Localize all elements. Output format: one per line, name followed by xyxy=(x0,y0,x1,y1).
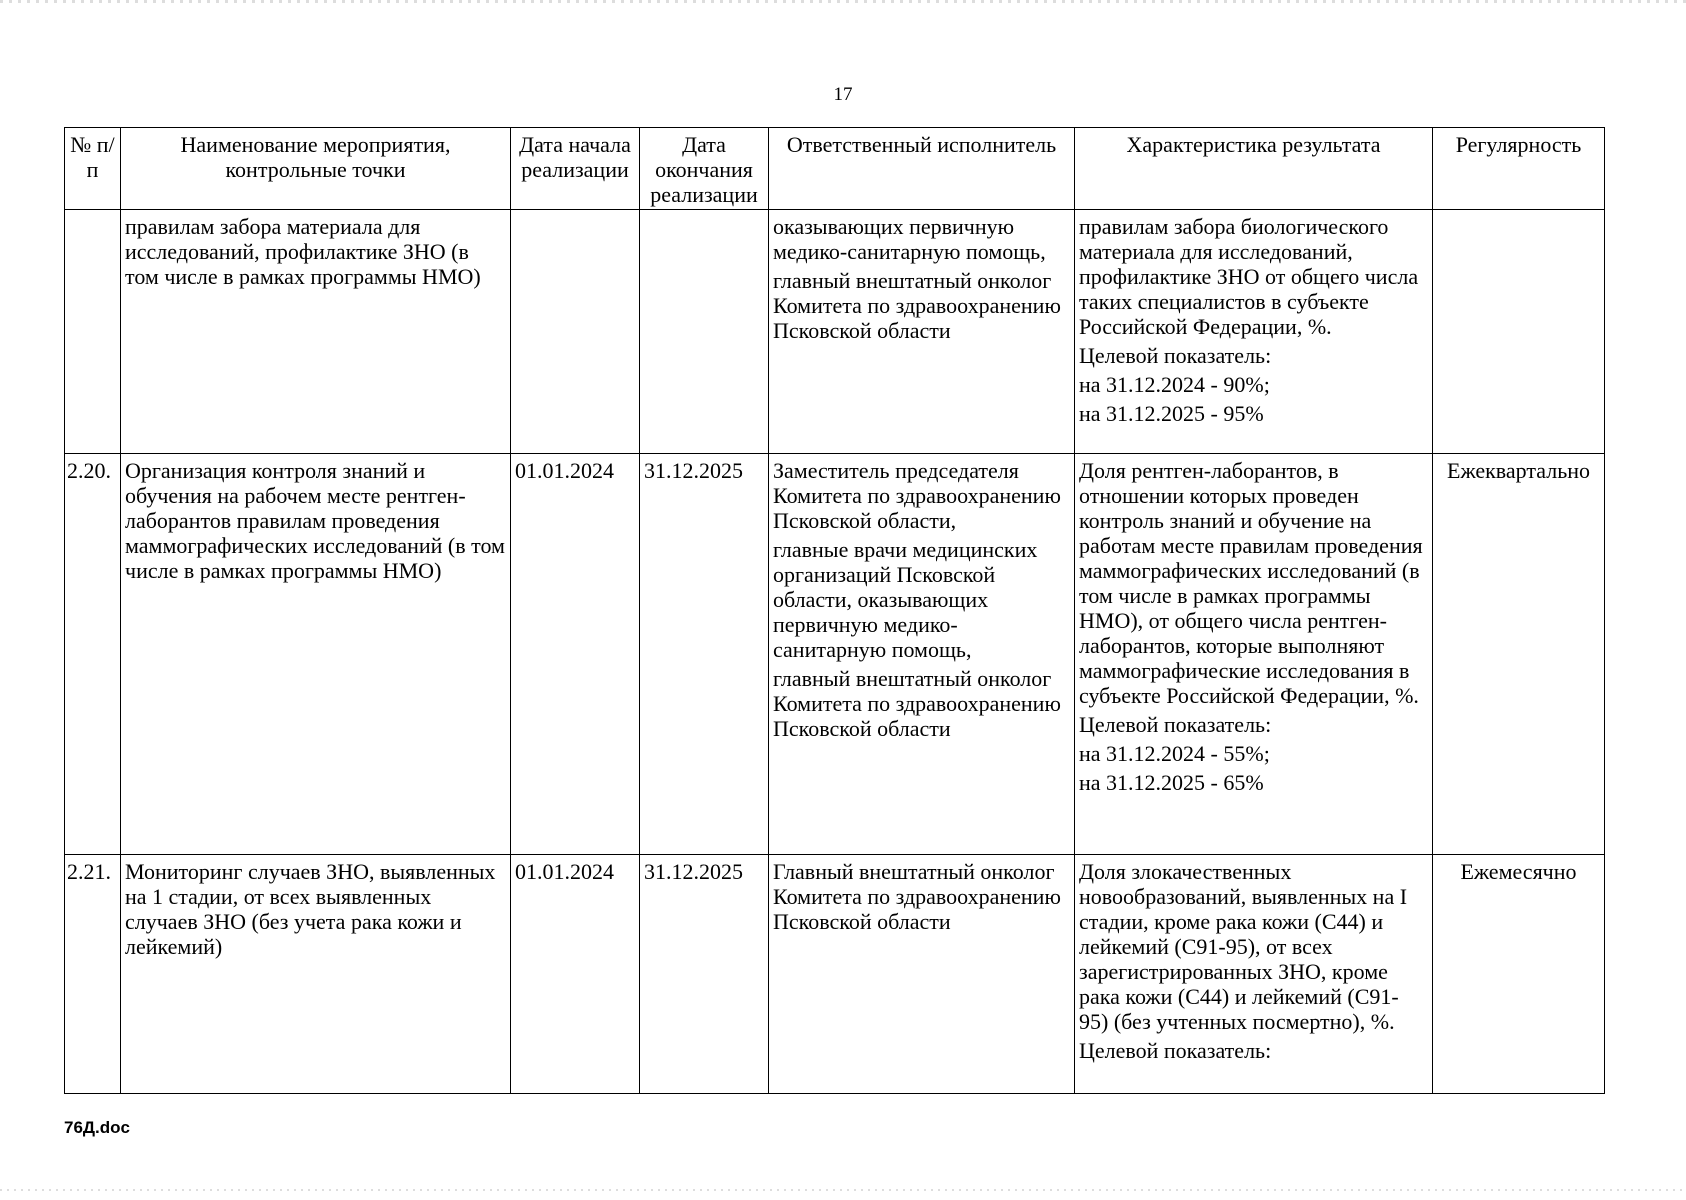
header-result: Характеристика результата xyxy=(1075,128,1433,210)
row-result xyxy=(1075,210,1433,454)
scan-edge-bottom xyxy=(0,1189,1686,1191)
row-name: Организация контроля знаний и обучения на рабочем месте рентген-лаборантов правилам проведения маммографических исследований (в том числе в рамках программы НМО) xyxy=(121,454,511,855)
scan-edge-top xyxy=(0,0,1686,3)
result-paragraph: правилам забора биологического материала для исследований, профилактике ЗНО от общего числа таких специалистов в субъекте Российской Федерации, %. xyxy=(1079,214,1419,339)
table-header-row xyxy=(65,128,1605,210)
result-paragraph: Доля злокачественных новообразований, выявленных на I стадии, кроме рака кожи (C44) и лейкемий (C91-95), от всех зарегистрированных ЗНО, кроме рака кожи (C44) и лейкемий (C91-95) (без учтенных посмертно), %. xyxy=(1079,859,1408,1034)
responsible-paragraph: оказывающих первичную медико-санитарную помощь, xyxy=(773,214,1046,264)
header-responsible: Ответственный исполнитель xyxy=(769,128,1075,210)
row-end-date xyxy=(640,210,769,454)
row-num: 2.20. xyxy=(65,454,121,855)
responsible-paragraph: Главный внештатный онколог Комитета по здравоохранению Псковской области xyxy=(773,859,1061,934)
row-end-date: 31.12.2025 xyxy=(640,454,769,855)
row-start-date: 01.01.2024 xyxy=(511,855,640,1094)
row-end-date: 31.12.2025 xyxy=(640,855,769,1094)
result-target-value: на 31.12.2025 - 95% xyxy=(1079,401,1264,426)
result-target-value: на 31.12.2024 - 55%; xyxy=(1079,741,1270,766)
row-responsible xyxy=(769,855,1075,1094)
row-start-date xyxy=(511,210,640,454)
result-target-label: Целевой показатель: xyxy=(1079,712,1272,737)
table-row xyxy=(65,855,1605,1094)
header-name: Наименование мероприятия, контрольные точки xyxy=(121,128,511,210)
row-result xyxy=(1075,454,1433,855)
header-end-date: Дата окончания реализации xyxy=(640,128,769,210)
responsible-paragraph: главные врачи медицинских организаций Псковской области, оказывающих первичную медико-санитарную помощь, xyxy=(773,537,1038,662)
page-number: 17 xyxy=(833,84,853,105)
header-num: № п/п xyxy=(65,128,121,210)
responsible-paragraph: главный внештатный онколог Комитета по здравоохранению Псковской области xyxy=(773,666,1061,741)
row-num xyxy=(65,210,121,454)
row-name: Мониторинг случаев ЗНО, выявленных на 1 стадии, от всех выявленных случаев ЗНО (без учета рака кожи и лейкемий) xyxy=(121,855,511,1094)
table-row xyxy=(65,454,1605,855)
header-start-date: Дата начала реализации xyxy=(511,128,640,210)
row-start-date: 01.01.2024 xyxy=(511,454,640,855)
row-responsible xyxy=(769,454,1075,855)
result-target-label: Целевой показатель: xyxy=(1079,343,1272,368)
row-regularity: Ежеквартально xyxy=(1433,454,1605,855)
row-num: 2.21. xyxy=(65,855,121,1094)
table-row xyxy=(65,210,1605,454)
responsible-paragraph: главный внештатный онколог Комитета по здравоохранению Псковской области xyxy=(773,268,1061,343)
row-regularity: Ежемесячно xyxy=(1433,855,1605,1094)
row-responsible xyxy=(769,210,1075,454)
row-name: правилам забора материала для исследований, профилактике ЗНО (в том числе в рамках программы НМО) xyxy=(121,210,511,454)
result-target-label: Целевой показатель: xyxy=(1079,1038,1272,1063)
responsible-paragraph: Заместитель председателя Комитета по здравоохранению Псковской области, xyxy=(773,458,1061,533)
file-name-footer: 76Д.doc xyxy=(64,1118,130,1137)
result-paragraph: Доля рентген-лаборантов, в отношении которых проведен контроль знаний и обучение на работам месте правилам проведения маммографических исследований (в том числе в рамках программы НМО), от общего числа рентген-лаборантов, которые выполняют маммографические исследования в субъекте Российской Федерации, %. xyxy=(1079,458,1423,708)
result-target-value: на 31.12.2024 - 90%; xyxy=(1079,372,1270,397)
header-regularity: Регулярность xyxy=(1433,128,1605,210)
activities-table xyxy=(64,127,1605,1094)
result-target-value: на 31.12.2025 - 65% xyxy=(1079,770,1264,795)
row-regularity xyxy=(1433,210,1605,454)
row-result xyxy=(1075,855,1433,1094)
